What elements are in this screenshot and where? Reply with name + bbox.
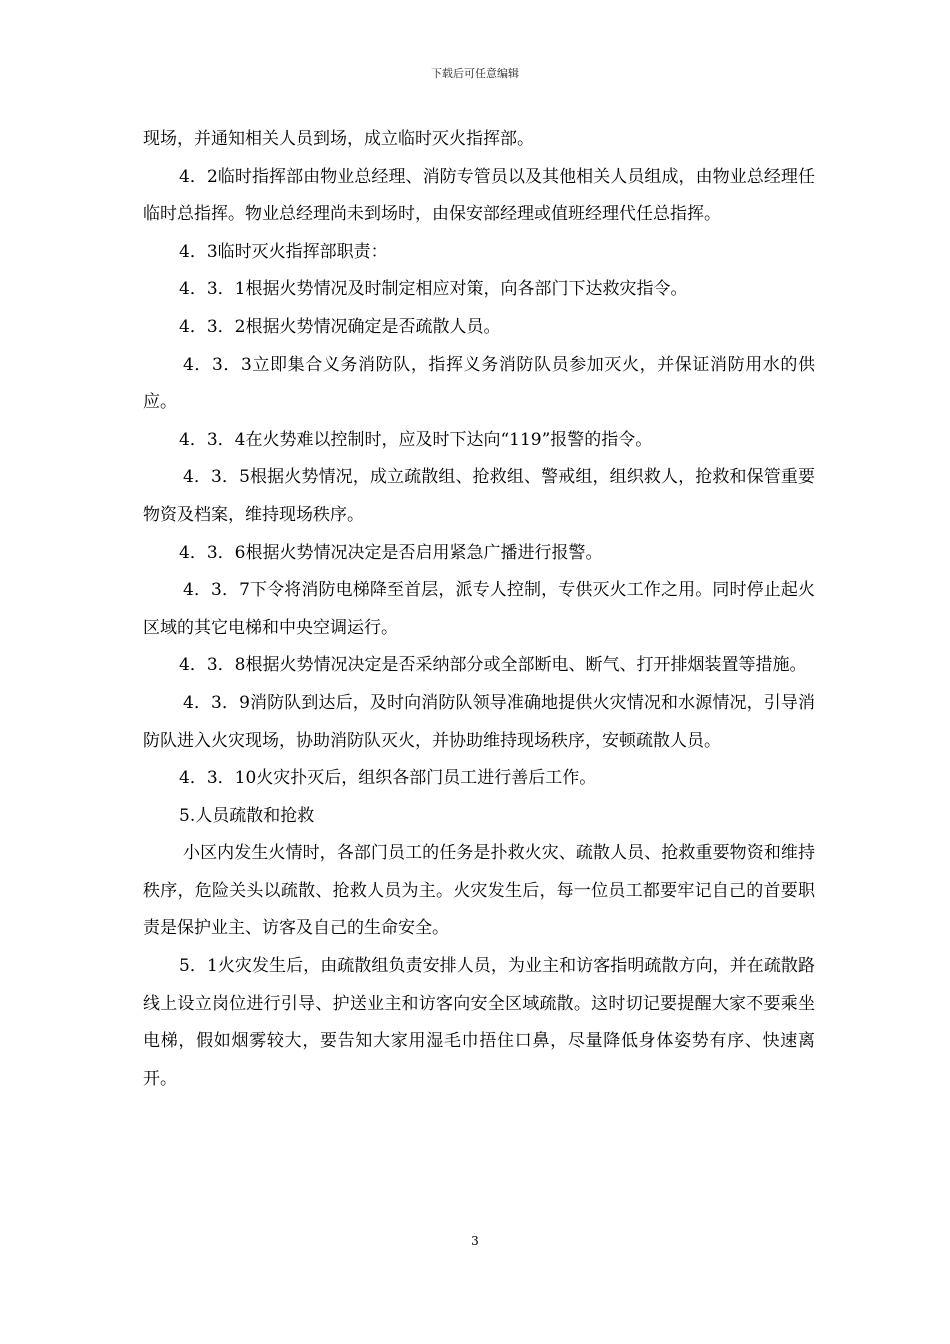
paragraph: 4．3．9消防队到达后，及时向消防队领导准确地提供火灾情况和水源情况，引导消防队进入火灾现场，协助消防队灭火，并协助维持现场秩序，安顿疏散人员。 — [143, 692, 815, 751]
paragraph: 4．3．10火灾扑灭后，组织各部门员工进行善后工作。 — [179, 768, 597, 789]
paragraph: 4．3临时灭火指挥部职责： — [179, 241, 388, 262]
paragraph: 5．1火灾发生后，由疏散组负责安排人员，为业主和访客指明疏散方向，并在疏散路线上设立岗位进行引导、护送业主和访客向安全区域疏散。这时切记要提醒大家不要乘坐电梯，假如烟雾较大，要告知大家用湿毛巾捂住口鼻，尽量降低身体姿势有序、快速离开。 — [143, 956, 815, 1089]
paragraph: 现场，并通知相关人员到场，成立临时灭火指挥部。 — [143, 129, 534, 149]
paragraph: 4．3．2根据火势情况确定是否疏散人员。 — [179, 316, 501, 337]
paragraph: 4．3．7下令将消防电梯降至首层，派专人控制，专供灭火工作之用。同时停止起火区域的其它电梯和中央空调运行。 — [143, 580, 815, 638]
paragraph: 小区内发生火情时，各部门员工的任务是扑救火灾、疏散人员、抢救重要物资和维持秩序，危险关头以疏散、抢救人员为主。火灾发生后，每一位员工都要牢记自己的首要职责是保护业主、访客及自己的生命安全。 — [143, 843, 815, 939]
paragraph: 4．3．6根据火势情况决定是否启用紧急广播进行报警。 — [179, 542, 603, 563]
section-heading: 5.人员疏散和抢救 — [179, 805, 315, 826]
paragraph: 4．3．1根据火势情况及时制定相应对策，向各部门下达救灾指令。 — [179, 279, 688, 300]
paragraph: 4．3．5根据火势情况，成立疏散组、抢救组、警戒组，组织救人，抢救和保管重要物资及档案，维持现场秩序。 — [143, 467, 815, 525]
document-body — [143, 121, 815, 1098]
page-header: 下载后可任意编辑 — [431, 67, 519, 80]
paragraph: 4．2临时指挥部由物业总经理、消防专管员以及其他相关人员组成，由物业总经理任临时总指挥。物业总经理尚未到场时，由保安部经理或值班经理代任总指挥。 — [143, 166, 815, 225]
paragraph: 4．3．4在火势难以控制时，应及时下达向“119”报警的指令。 — [179, 429, 653, 450]
paragraph: 4．3．8根据火势情况决定是否采纳部分或全部断电、断气、打开排烟装置等措施。 — [179, 655, 807, 676]
page-number: 3 — [471, 1234, 479, 1248]
paragraph: 4．3．3立即集合义务消防队，指挥义务消防队员参加灭火，并保证消防用水的供应。 — [143, 354, 815, 413]
